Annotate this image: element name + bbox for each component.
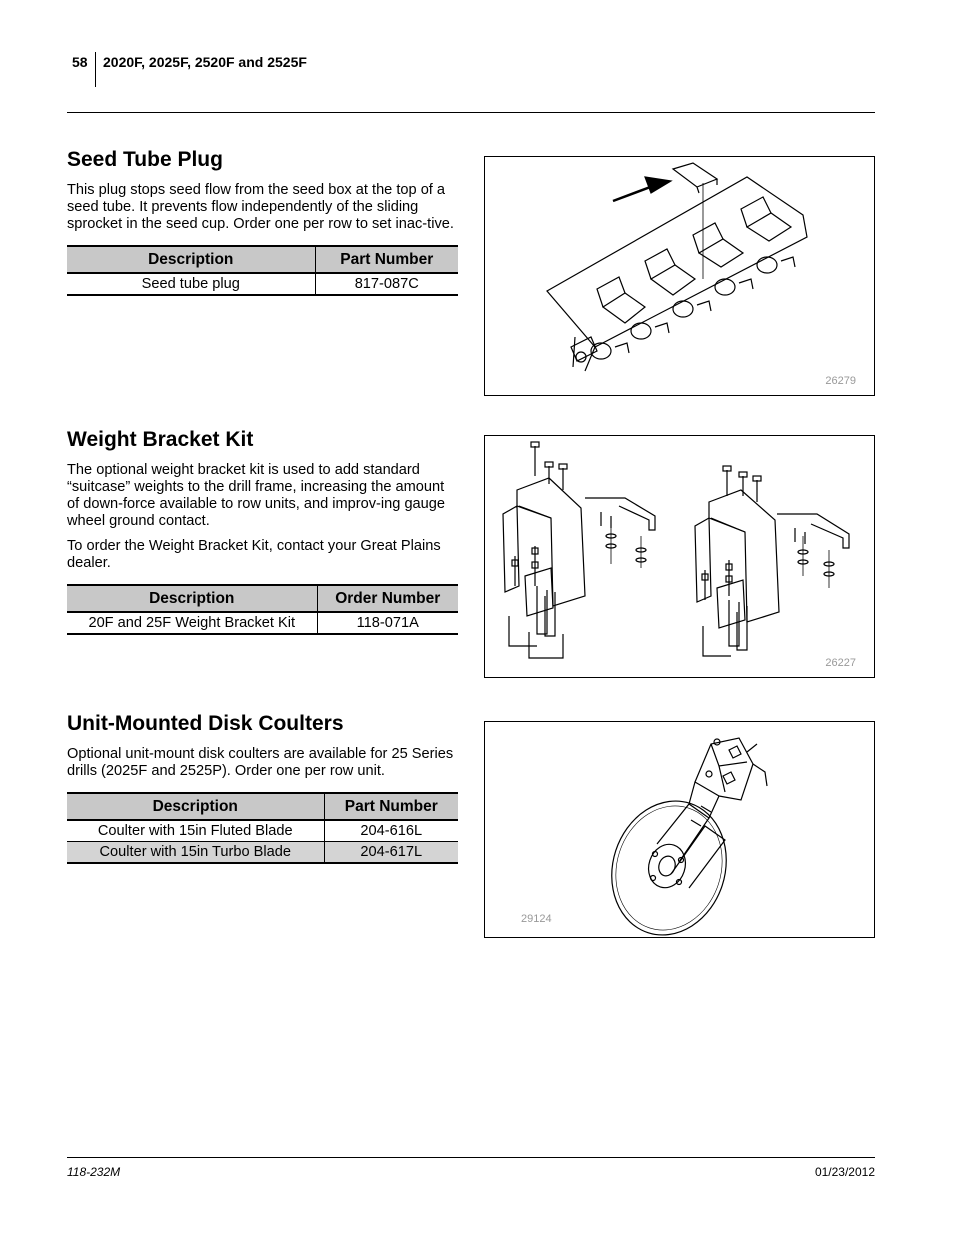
section-title: Unit-Mounted Disk Coulters xyxy=(67,712,344,735)
figure-number: 29124 xyxy=(521,913,552,925)
table-cell: 20F and 25F Weight Bracket Kit xyxy=(67,612,317,634)
table-cell: Coulter with 15in Fluted Blade xyxy=(67,820,324,842)
parts-table xyxy=(67,245,458,296)
column-header: Part Number xyxy=(315,246,458,273)
footer-doc-number: 118-232M xyxy=(67,1165,121,1179)
column-header: Description xyxy=(67,793,324,820)
section-paragraph: The optional weight bracket kit is used to add standard “suitcase” weights to the drill frame, increasing the amount of down-force available to row units, and improv-ing gauge wheel ground contact. xyxy=(67,462,446,529)
section-disk-coulters xyxy=(67,712,458,864)
figure-weight-bracket-kit xyxy=(484,435,875,678)
section-seed-tube-plug xyxy=(67,148,458,296)
figure-seed-tube-plug xyxy=(484,156,875,396)
table-cell: 204-617L xyxy=(324,842,458,864)
table-cell: 204-616L xyxy=(324,820,458,842)
section-title: Weight Bracket Kit xyxy=(67,428,254,451)
column-header: Part Number xyxy=(324,793,458,820)
parts-table xyxy=(67,584,458,635)
section-weight-bracket-kit xyxy=(67,428,458,635)
table-row xyxy=(67,273,458,295)
footer-rule xyxy=(67,1157,875,1158)
parts-table xyxy=(67,792,458,864)
figure-number: 26227 xyxy=(825,657,856,669)
table-cell: Coulter with 15in Turbo Blade xyxy=(67,842,324,864)
table-cell: 118-071A xyxy=(317,612,458,634)
section-paragraph: To order the Weight Bracket Kit, contact your Great Plains dealer. xyxy=(67,538,441,571)
disk-coulter-illustration xyxy=(485,722,874,937)
seed-box-illustration xyxy=(485,157,874,395)
table-row xyxy=(67,820,458,842)
column-header: Order Number xyxy=(317,585,458,612)
weight-bracket-illustration xyxy=(485,436,874,677)
table-row xyxy=(67,612,458,634)
section-paragraph: This plug stops seed flow from the seed box at the top of a seed tube. It prevents flow independently of the sliding sprocket in the seed cup. Order one per row to set inac-tive. xyxy=(67,182,454,232)
table-cell: 817-087C xyxy=(315,273,458,295)
table-header-row xyxy=(67,246,458,273)
page-number: 58 xyxy=(72,54,88,70)
table-row xyxy=(67,842,458,864)
header-rule xyxy=(67,112,875,113)
figure-number: 26279 xyxy=(825,375,856,387)
table-header-row xyxy=(67,585,458,612)
document-title: 2020F, 2025F, 2520F and 2525F xyxy=(103,54,307,70)
table-header-row xyxy=(67,793,458,820)
table-cell: Seed tube plug xyxy=(67,273,315,295)
header-divider xyxy=(95,52,96,87)
column-header: Description xyxy=(67,585,317,612)
figure-disk-coulter xyxy=(484,721,875,938)
footer-date: 01/23/2012 xyxy=(814,1165,875,1179)
column-header: Description xyxy=(67,246,315,273)
section-paragraph: Optional unit-mount disk coulters are available for 25 Series drills (2025F and 2525P). Order one per row unit. xyxy=(67,746,454,779)
section-title: Seed Tube Plug xyxy=(67,148,223,171)
